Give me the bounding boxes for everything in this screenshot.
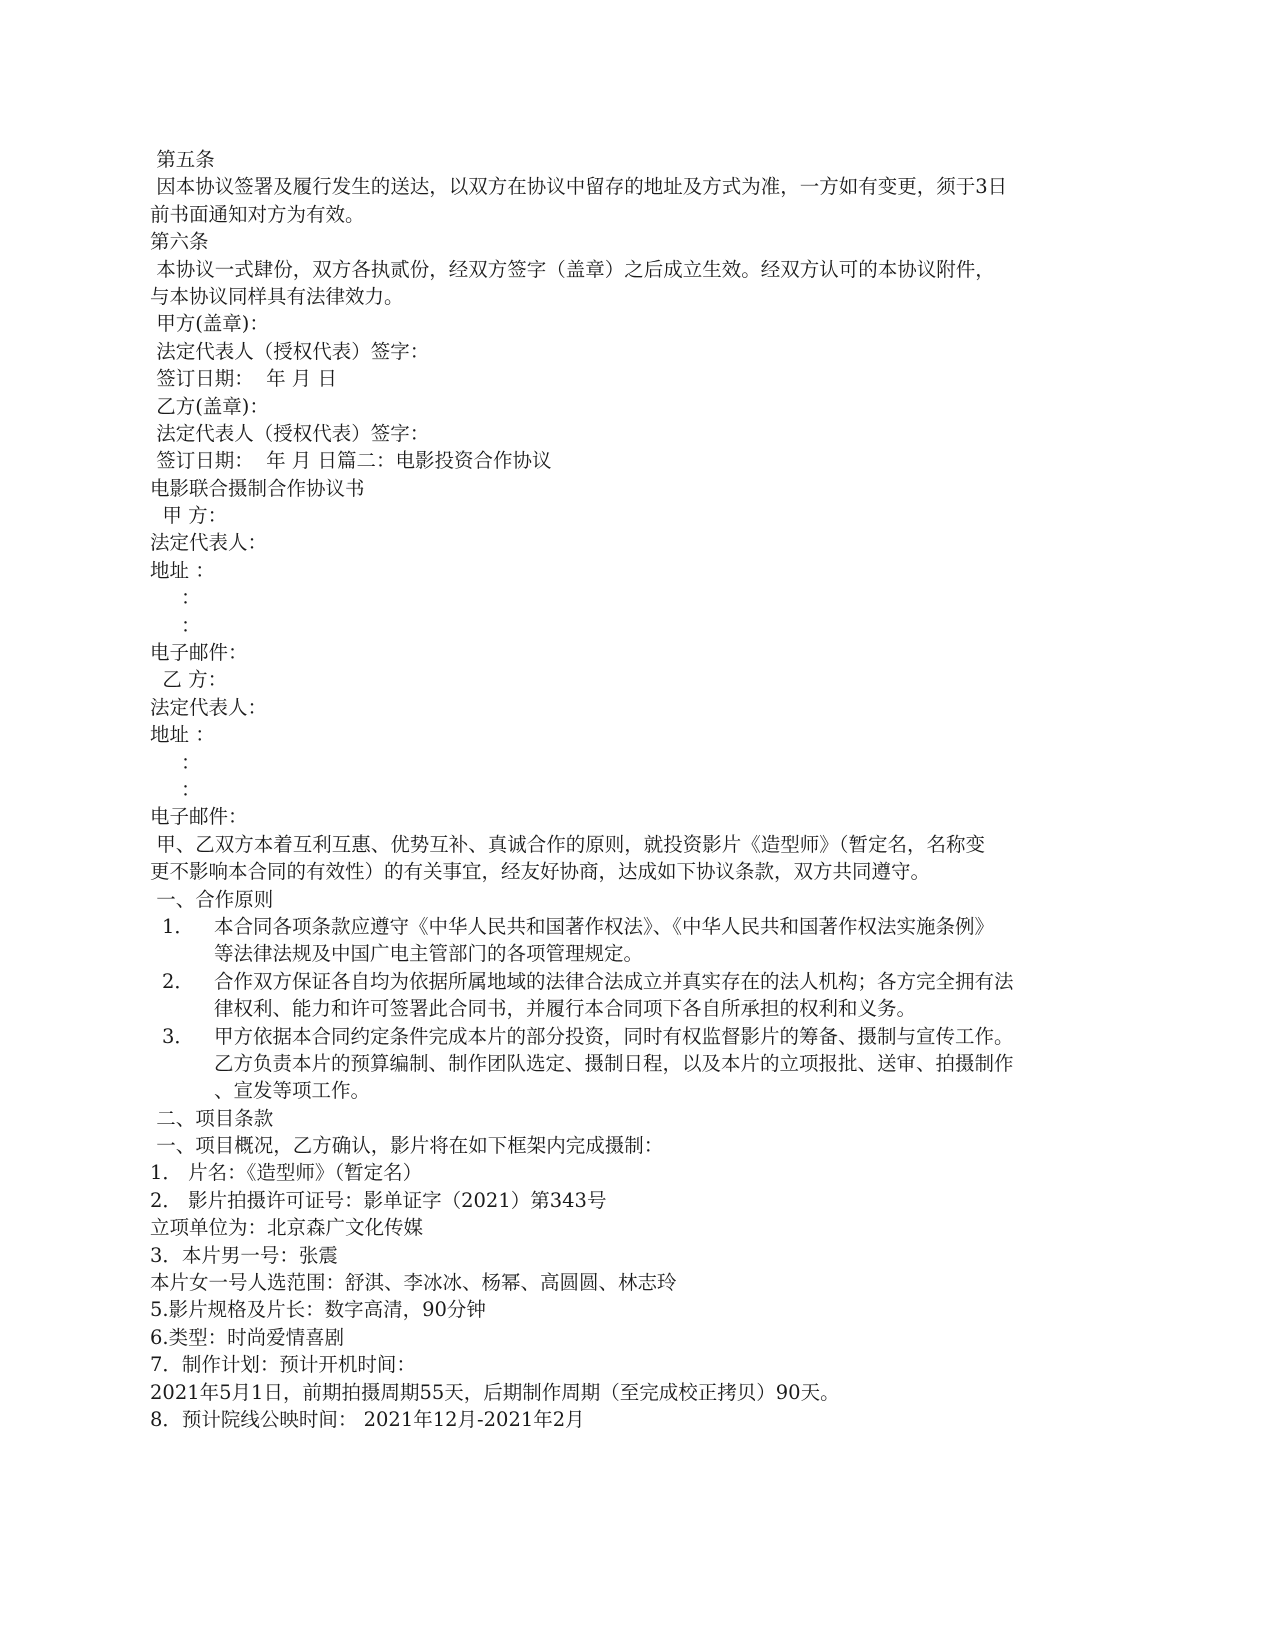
principle-text-line: 乙方负责本片的预算编制、制作团队选定、摄制日程，以及本片的立项报批、送审、拍摄制作	[214, 1051, 1014, 1075]
text-line: 2． 影片拍摄许可证号：影单证字（2021）第343号	[150, 1188, 607, 1212]
text-line: 前书面通知对方为有效。	[150, 202, 365, 226]
text-line: 更不影响本合同的有效性）的有关事宜，经友好协商，达成如下协议条款，双方共同遵守。	[150, 860, 931, 884]
text-line: 法定代表人：	[150, 695, 268, 719]
principle-text-line: 本合同各项条款应遵守《中华人民共和国著作权法》、《中华人民共和国著作权法实施条例》	[214, 914, 995, 938]
principle-text-line: 等法律法规及中国广电主管部门的各项管理规定。	[214, 942, 644, 966]
text-line: 甲方(盖章)：	[150, 312, 269, 336]
document-page	[150, 146, 1135, 1433]
text-line: 签订日期： 年 月 日	[150, 367, 337, 391]
document-text-bottom	[150, 1105, 1135, 1434]
principle-text-line: 甲方依据本合同约定条件完成本片的部分投资，同时有权监督影片的筹备、摄制与宣传工作。	[214, 1024, 1014, 1048]
text-line: 第六条	[150, 230, 209, 254]
principle-text-line: 合作双方保证各自均为依据所属地域的法律合法成立并真实存在的法人机构；各方完全拥有法	[214, 969, 1014, 993]
text-line: 7．制作计划：预计开机时间：	[150, 1353, 416, 1377]
text-line: 本片女一号人选范围：舒淇、李冰冰、杨幂、高圆圆、林志玲	[150, 1271, 677, 1295]
principle-text-line: 律权利、能力和许可签署此合同书，并履行本合同项下各自所承担的权利和义务。	[214, 997, 917, 1021]
text-line: 6.类型：时尚爱情喜剧	[150, 1325, 345, 1349]
text-line: ：	[150, 613, 201, 637]
principle-number: 3．	[162, 1024, 194, 1048]
text-line: ：	[150, 750, 201, 774]
text-line: 乙 方：	[150, 668, 228, 692]
text-line: 法定代表人（授权代表）签字：	[150, 421, 430, 445]
text-line: 1． 片名：《造型师》（暂定名）	[150, 1161, 423, 1185]
text-line: 因本协议签署及履行发生的送达，以双方在协议中留存的地址及方式为准，一方如有变更，须于3日	[150, 175, 1008, 199]
text-line: 本协议一式肆份，双方各执贰份，经双方签字（盖章）之后成立生效。经双方认可的本协议附件，	[150, 257, 995, 281]
text-line: 一、项目概况，乙方确认，影片将在如下框架内完成摄制：	[150, 1134, 664, 1158]
principles-list	[150, 913, 1135, 1105]
text-line: 8．预计院线公映时间： 2021年12月-2021年2月	[150, 1407, 585, 1431]
text-line: 电子邮件：	[150, 805, 248, 829]
principle-text-line: 、宣发等项工作。	[214, 1079, 371, 1103]
principle-item	[150, 913, 1135, 968]
text-line: 与本协议同样具有法律效力。	[150, 284, 404, 308]
text-line: ：	[150, 586, 201, 610]
text-line: 签订日期： 年 月 日篇二：电影投资合作协议	[150, 449, 552, 473]
text-line: 立项单位为：北京森广文化传媒	[150, 1216, 424, 1240]
section-heading: 一、合作原则	[150, 887, 274, 911]
text-line: 2021年5月1日，前期拍摄周期55天，后期制作周期（至完成校正拷贝）90天。	[150, 1380, 840, 1404]
principle-item	[150, 968, 1135, 1023]
text-line: 3．本片男一号：张震	[150, 1243, 338, 1267]
text-line: 甲、乙双方本着互利互惠、优势互补、真诚合作的原则，就投资影片《造型师》（暂定名，名称变	[150, 832, 985, 856]
text-line: 乙方(盖章)：	[150, 394, 269, 418]
text-line: 电子邮件：	[150, 641, 248, 665]
text-line: 地址 ：	[150, 558, 215, 582]
text-line: ：	[150, 777, 201, 801]
text-line: 地址 ：	[150, 723, 215, 747]
principle-item	[150, 1023, 1135, 1105]
text-line: 电影联合摄制合作协议书	[150, 476, 365, 500]
text-line: 法定代表人（授权代表）签字：	[150, 339, 430, 363]
principle-number: 2．	[162, 969, 194, 993]
principle-number: 1．	[162, 914, 194, 938]
text-line: 甲 方：	[150, 504, 228, 528]
document-text-top	[150, 146, 1135, 913]
text-line: 第五条	[150, 148, 215, 171]
section-heading: 二、项目条款	[150, 1106, 274, 1130]
text-line: 法定代表人：	[150, 531, 268, 555]
text-line: 5.影片规格及片长：数字高清，90分钟	[150, 1298, 486, 1322]
